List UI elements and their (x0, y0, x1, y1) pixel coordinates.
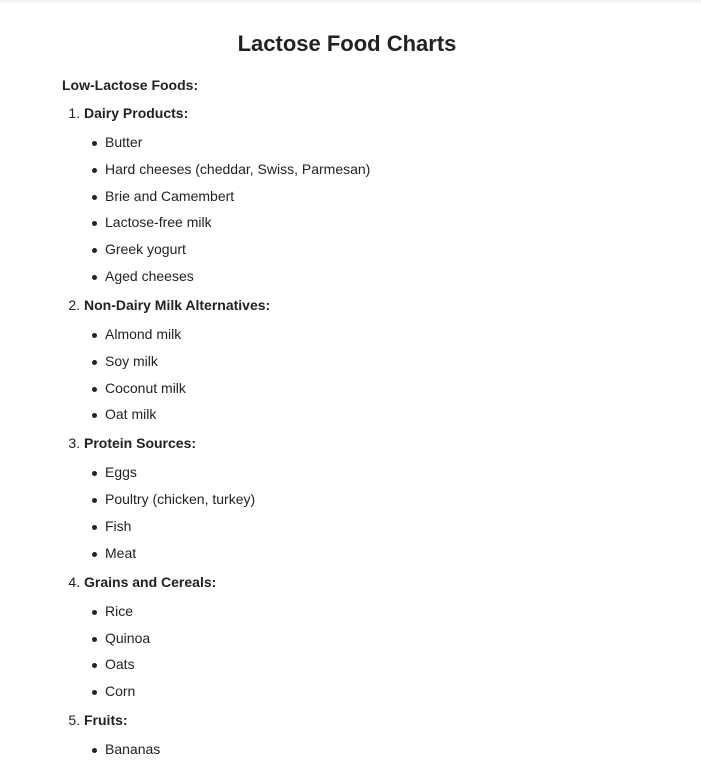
food-item: Coconut milk (105, 379, 186, 396)
category-title: 5. Fruits: (84, 712, 128, 729)
bullet-icon (92, 552, 97, 557)
bullet-icon (92, 690, 97, 695)
list-item (84, 134, 370, 151)
food-item: Almond milk (105, 325, 182, 342)
category-grains (84, 574, 370, 700)
bullet-icon (92, 413, 97, 418)
category-dairy (84, 105, 370, 285)
page-title: Lactose Food Charts (237, 31, 457, 56)
food-item: Corn (105, 683, 136, 700)
food-item: Lactose-free milk (105, 214, 212, 231)
bullet-icon (92, 141, 97, 146)
food-item: Rice (105, 602, 134, 619)
food-list (84, 326, 370, 423)
list-item (84, 380, 370, 397)
category-title: 2. Non-Dairy Milk Alternatives: (84, 296, 271, 313)
list-item (84, 161, 370, 178)
category-title: 3. Protein Sources: (84, 435, 197, 452)
list-item (84, 406, 370, 423)
food-item: Greek yogurt (105, 241, 186, 258)
list-item (84, 241, 370, 258)
food-item: Oats (105, 656, 135, 673)
bullet-icon (92, 195, 97, 200)
bullet-icon (92, 360, 97, 365)
category-non-dairy-milk (84, 297, 370, 423)
list-item (84, 545, 370, 562)
bullet-icon (92, 387, 97, 392)
food-item: Soy milk (105, 352, 158, 369)
list-item (84, 464, 370, 481)
bullet-icon (92, 498, 97, 503)
bullet-icon (92, 221, 97, 226)
food-list (84, 464, 370, 561)
list-item (84, 188, 370, 205)
food-list (84, 603, 370, 700)
list-item (84, 214, 370, 231)
food-item: Bananas (105, 741, 161, 758)
bullet-icon (92, 525, 97, 530)
category-protein (84, 435, 370, 561)
bullet-icon (92, 248, 97, 253)
category-fruits (84, 712, 370, 758)
bullet-icon (92, 637, 97, 642)
food-item: Quinoa (105, 629, 151, 646)
bullet-icon (92, 748, 97, 753)
food-item: Butter (105, 134, 143, 150)
bullet-icon (92, 333, 97, 338)
top-edge-shadow (0, 0, 701, 4)
food-list (84, 134, 370, 285)
category-title: 4. Grains and Cereals: (84, 573, 217, 590)
bullet-icon (92, 471, 97, 476)
food-item: Oat milk (105, 406, 157, 423)
bullet-icon (92, 610, 97, 615)
list-item (84, 603, 370, 620)
bullet-icon (92, 275, 97, 280)
list-item (84, 268, 370, 285)
list-item (84, 518, 370, 535)
list-item (84, 326, 370, 343)
food-item: Meat (105, 544, 137, 561)
food-item: Eggs (105, 464, 137, 481)
food-item: Fish (105, 517, 132, 534)
bullet-icon (92, 663, 97, 668)
list-item (84, 683, 370, 700)
food-item: Brie and Camembert (105, 187, 235, 204)
food-item: Aged cheeses (105, 267, 194, 284)
category-list (0, 105, 370, 770)
bullet-icon (92, 168, 97, 173)
category-title: 1. Dairy Products: (84, 105, 189, 121)
food-item: Poultry (chicken, turkey) (105, 491, 256, 508)
list-item (84, 630, 370, 647)
list-item (84, 353, 370, 370)
section-heading-low-lactose: Low-Lactose Foods: (62, 77, 199, 93)
list-item (84, 491, 370, 508)
list-item (84, 656, 370, 673)
food-item: Hard cheeses (cheddar, Swiss, Parmesan) (105, 160, 371, 177)
